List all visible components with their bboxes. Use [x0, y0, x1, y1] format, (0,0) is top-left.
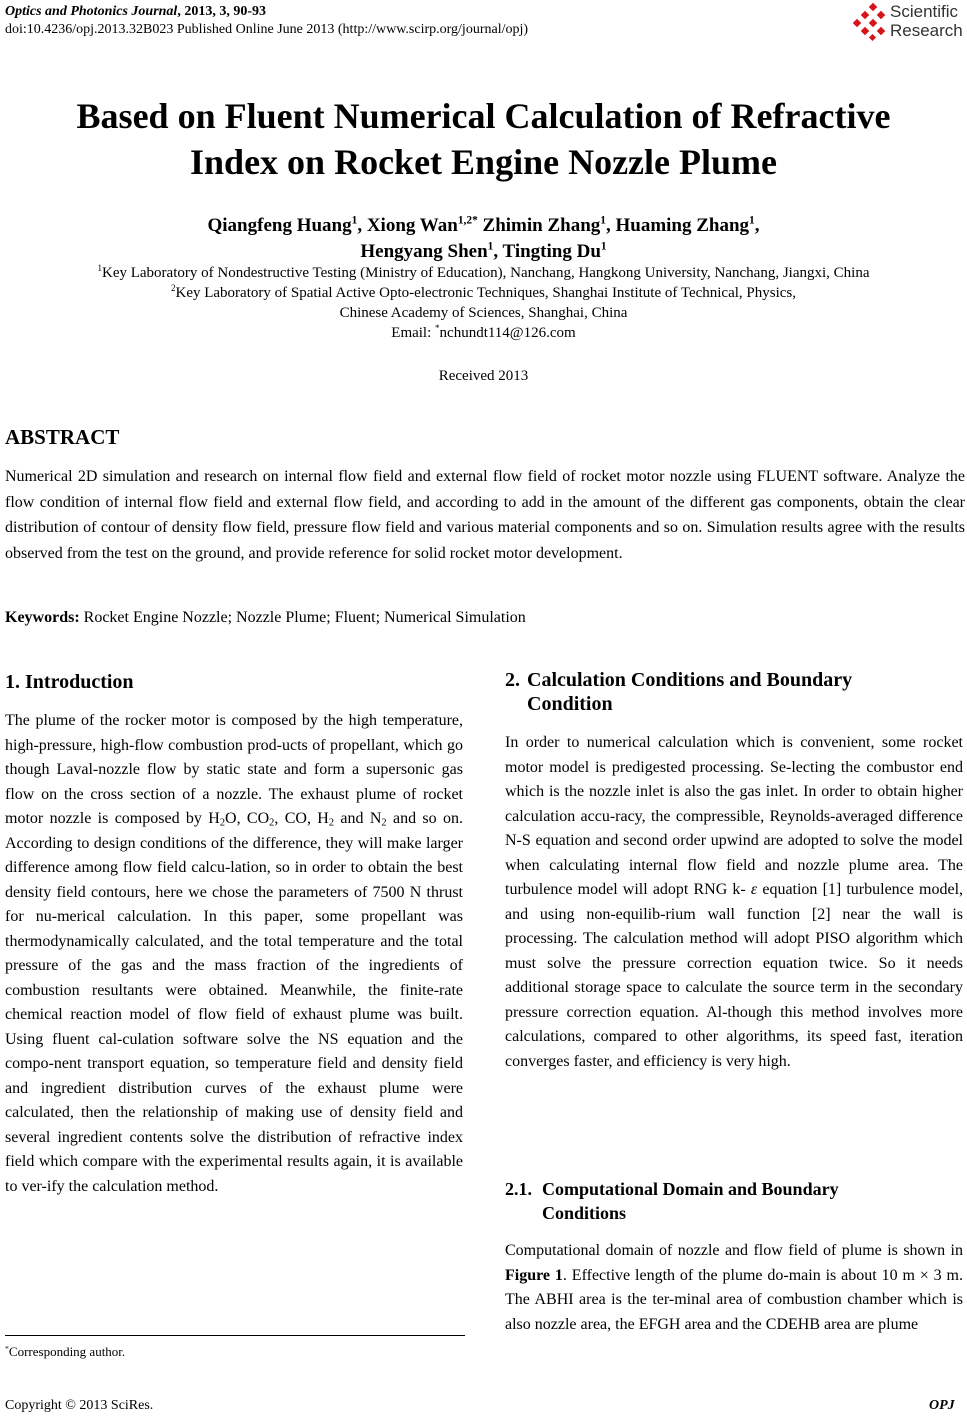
author-list	[0, 213, 967, 265]
author-name: Hengyang Shen	[360, 241, 488, 262]
heading-text-cont: Conditions	[542, 1203, 627, 1223]
journal-volume-pages: , 2013, 3, 90-93	[177, 4, 266, 19]
author-affil-sup: 1	[600, 240, 607, 253]
author-affil-sup: 1,2*	[457, 214, 478, 227]
logo-mark-icon	[853, 19, 861, 27]
text-run: and so on. According to design conditions of the difference, they will make larger difference among flow field calcu-lation, so in order to obtain the best density field contours, here we chose the parameters of 7500 N thrust for nu-merical calculation. In this paper, some propellant was thermodynamically calculated, and the total temperature and the total pressure of the gas and the mass fraction of the ingredients of combustion resultants were obtained. Meanwhile, the finite-rate chemical reaction model of flow field of exhaust plume was built. Using fluent cal-culation software solve the NS equation and the compo-nent transport equation, so temperature field and density field and ingredient distribution curves of the exhaust plume were calculated, then the relationship of making use of density field and several ingredient contents solve the distribution of refractive index field which compare with the experimental results again, it is available to ver-ify the calculation method.	[5, 810, 464, 1195]
text-run: The plume of the rocker motor is composed by the high temperature, high-pressure, high-flow combustion prod-ucts of propellant, which go though Laval-nozzle flow by static state and form a supersonic gas flow on the cross section of a nozzle. The exhaust plume of rocket motor nozzle is composed by H	[5, 712, 463, 827]
subscript: 2	[269, 817, 275, 829]
title-line-1: Based on Fluent Numerical Calculation of Refractive	[76, 96, 891, 136]
journal-name: Optics and Photonics Journal	[5, 4, 178, 19]
figure-1-link[interactable]: Figure 1	[505, 1266, 563, 1284]
author-line-1	[0, 213, 967, 239]
subscript: 2	[219, 817, 226, 829]
logo-text-research: Research	[890, 21, 963, 40]
email-link[interactable]: nchundt114@126.com	[439, 325, 576, 341]
heading-text: Computational Domain and Boundary	[542, 1179, 839, 1199]
section-2-1-body	[505, 1239, 963, 1337]
affiliation-1	[0, 263, 967, 283]
logo-mark-icon	[869, 3, 877, 11]
subscript: 2	[328, 817, 335, 829]
footnote-text: Corresponding author.	[8, 1344, 126, 1359]
section-number: 2.1.	[505, 1179, 532, 1199]
affil-text: Key Laboratory of Spatial Active Opto-electronic Techniques, Shanghai Institute of Technical, Physics,	[175, 285, 796, 301]
section-1-heading: 1. Introduction	[5, 671, 134, 693]
email-label: Email:	[391, 325, 436, 341]
paragraph	[5, 709, 463, 1199]
section-2-heading	[505, 668, 945, 716]
affil-sup: 1	[97, 263, 102, 274]
section-1-body	[5, 709, 463, 1199]
text-run: equation [1] turbulence model, and using non-equilib-rium wall function [2] near the wall is processing. The calculation method will adopt PISO algorithm which must solve the pressure correction equation twice. So it needs additional storage space to calculate the source term in the secondary pressure correction equation. Al-though this method involves more calculations, compared to other algorithms, its speed fast, iteration converges faster, and efficiency is very high.	[505, 881, 964, 1070]
paragraph	[505, 1239, 963, 1337]
section-number: 2.	[505, 669, 520, 691]
logo-mark-icon	[869, 19, 877, 27]
author-affil-sup: 1	[351, 214, 358, 227]
affiliations	[0, 263, 967, 343]
keywords-label: Keywords:	[5, 609, 80, 626]
text-run: and N	[334, 810, 382, 827]
email-line	[0, 323, 967, 343]
paragraph	[505, 731, 963, 1074]
abstract-text: Numerical 2D simulation and research on internal flow field and external flow field of rocket motor nozzle using FLUENT software. Analyze the flow condition of internal flow field and external flow field, and according to add in the amount of the different gas components, obtain the clear distribution of contour of density flow field, pressure flow field and various material components and so on. Simulation results agree with the results observed from the test on the ground, and provide reference for solid rocket motor development.	[5, 468, 965, 562]
author-affil-sup: 1	[600, 214, 606, 227]
author-name: , Huaming Zhang	[605, 215, 750, 236]
text-run: O, CO	[225, 810, 270, 827]
text-run: . Effective length of the plume do-main is about 10 m × 3 m. The ABHI area is the ter-minal area of combustion chamber which is also nozzle area, the EFGH area and the CDEHB area are plume	[505, 1266, 964, 1333]
logo-mark-icon	[877, 11, 885, 19]
author-name: Zhimin Zhang	[477, 215, 601, 236]
footnote-sup: *	[5, 1343, 9, 1353]
affiliation-2-cont: Chinese Academy of Sciences, Shanghai, China	[339, 305, 628, 321]
publisher-logo	[848, 2, 966, 42]
logo-mark-icon	[877, 27, 885, 35]
footnote-divider	[5, 1335, 465, 1336]
title-line-2: Index on Rocket Engine Nozzle Plume	[190, 142, 777, 182]
email-sup: *	[435, 323, 440, 334]
logo-text-scientific: Scientific	[890, 2, 959, 21]
affil-text: Key Laboratory of Nondestructive Testing (Ministry of Education), Nanchang, Hangkong University, Nanchang, Jiangxi, China	[101, 265, 870, 281]
section-2-body	[505, 731, 963, 1074]
author-affil-sup: 1	[487, 240, 494, 253]
text-run: Computational domain of nozzle and flow field of plume is shown in	[505, 1242, 963, 1259]
text-run: In order to numerical calculation which is convenient, some rocket motor model is predigested processing. Se-lecting the combustor end which is the nozzle inlet is also the gas inlet. In order to obtain higher calculation accu-racy, the compressible, Reynolds-averaged difference N-S equation and second order upwind are adopted to solve the model when calculating internal flow field and nozzle plume area. The turbulence model will adopt RNG k-	[505, 734, 963, 898]
subscript: 2	[381, 817, 387, 829]
author-separator: ,	[754, 215, 760, 236]
epsilon-symbol: ε	[750, 881, 758, 898]
journal-citation	[5, 3, 266, 20]
copyright-notice: Copyright © 2013 SciRes.	[5, 1398, 154, 1413]
paper-title	[0, 93, 967, 185]
footnote	[5, 1344, 125, 1360]
author-name: Qiangfeng Huang	[207, 215, 352, 236]
text-run: , CO, H	[274, 810, 329, 827]
heading-text: Calculation Conditions and Boundary	[527, 669, 853, 691]
affiliation-2	[0, 283, 967, 303]
section-2-1-heading	[505, 1177, 945, 1225]
author-name: , Tingting Du	[493, 241, 601, 262]
author-name: , Xiong Wan	[357, 215, 458, 236]
logo-mark-icon	[861, 11, 869, 19]
received-date: Received 2013	[438, 368, 529, 384]
author-affil-sup: 1	[749, 214, 755, 227]
keywords	[5, 609, 526, 627]
doi-line: doi:10.4236/opj.2013.32B023 Published Online June 2013 (http://www.scirp.org/journal/opj)	[5, 22, 529, 37]
logo-mark-icon	[861, 27, 869, 35]
keywords-list: Rocket Engine Nozzle; Nozzle Plume; Fluent; Numerical Simulation	[79, 609, 526, 626]
journal-abbreviation: OPJ	[929, 1398, 955, 1413]
affil-sup: 2	[170, 283, 176, 294]
author-line-2	[0, 239, 967, 265]
abstract-heading: ABSTRACT	[5, 425, 120, 449]
heading-text-cont: Condition	[527, 693, 613, 715]
logo-mark-icon	[869, 34, 876, 41]
